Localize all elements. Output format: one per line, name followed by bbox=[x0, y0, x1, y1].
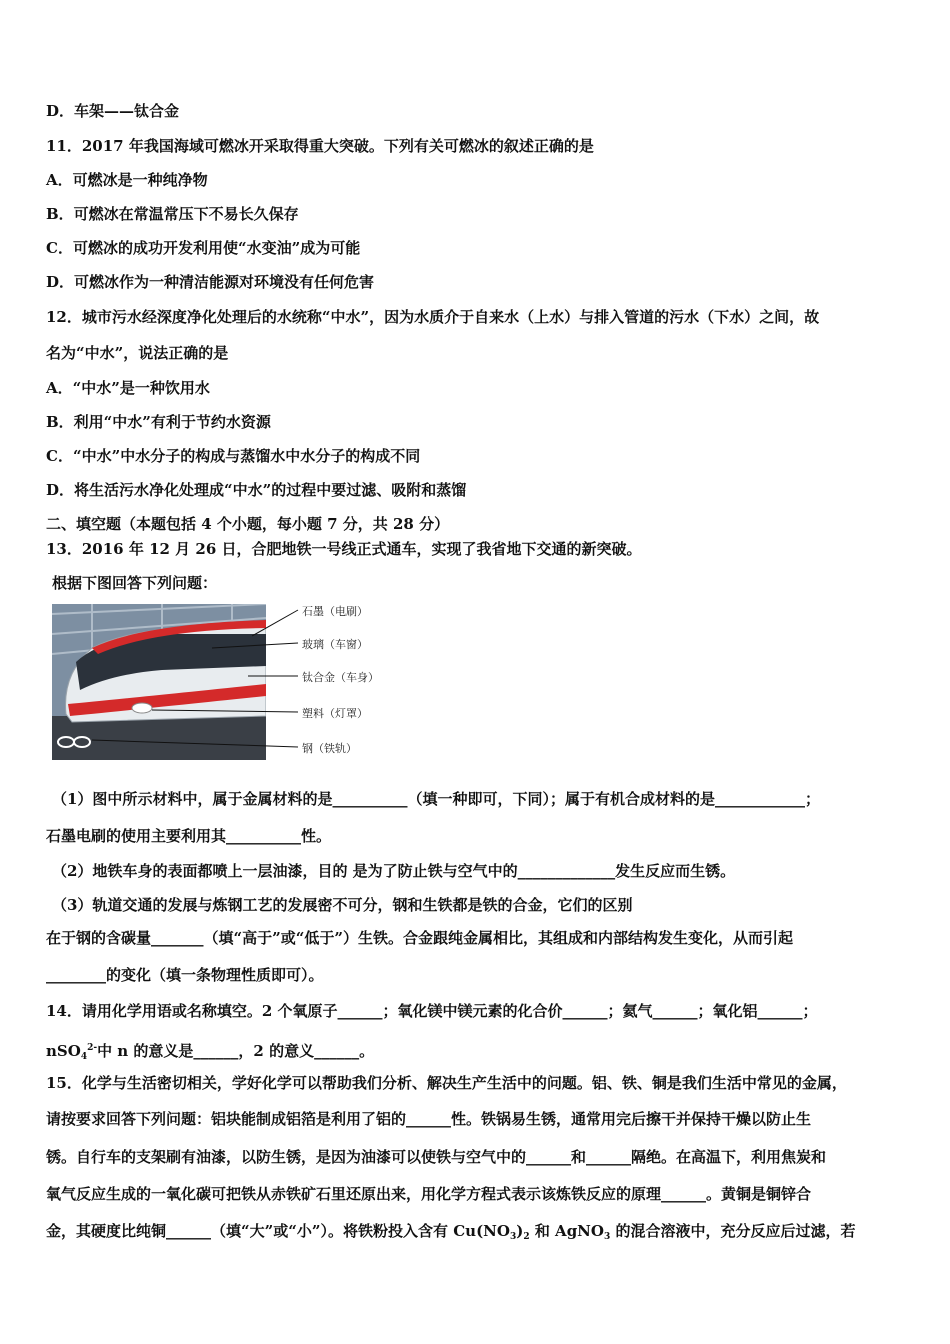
question-15-line-5-end: 的混合溶液中，充分反应后过滤，若 bbox=[610, 1222, 856, 1240]
question-13-part-3-end: ________的变化（填一条物理性质即可）。 bbox=[46, 966, 324, 984]
question-11-option-b: B．可燃冰在常温常压下不易长久保存 bbox=[46, 205, 299, 223]
question-15: 15．化学与生活密切相关，学好化学可以帮助我们分析、解决生产生活中的问题。铝、铁、铜是我们生活中常见的金属， bbox=[46, 1074, 847, 1092]
question-11: 11．2017 年我国海域可燃冰开采取得重大突破。下列有关可燃冰的叙述正确的是 bbox=[46, 137, 594, 155]
paren-close: ) bbox=[516, 1222, 524, 1240]
option-d-frame: D．车架——钛合金 bbox=[46, 102, 180, 120]
question-12-option-b: B．利用“中水”有利于节约水资源 bbox=[46, 413, 271, 431]
label-plastic: 塑料（灯罩） bbox=[302, 707, 368, 720]
question-15-line-5 bbox=[46, 1220, 910, 1248]
question-11-option-d: D．可燃冰作为一种清洁能源对环境没有任何危害 bbox=[46, 273, 375, 291]
sulfate-formula: nSO bbox=[46, 1042, 81, 1060]
section-2-heading: 二、填空题（本题包括 4 个小题，每小题 7 分，共 28 分） bbox=[46, 515, 450, 533]
label-graphite: 石墨（电刷） bbox=[302, 605, 368, 618]
label-glass: 玻璃（车窗） bbox=[302, 638, 368, 651]
question-11-option-c: C．可燃冰的成功开发利用使“水变油”成为可能 bbox=[46, 239, 361, 257]
question-14-cont bbox=[46, 1037, 910, 1068]
question-13-part-3: （3）轨道交通的发展与炼钢工艺的发展密不可分，钢和生铁都是铁的合金，它们的区别 bbox=[52, 896, 633, 914]
question-15-line-3: 锈。自行车的支架刷有油漆，以防生锈，是因为油漆可以使铁与空气中的______和______隔绝。在高温下，利用焦炭和 bbox=[46, 1148, 827, 1166]
question-13-instruction: 根据下图回答下列问题： bbox=[52, 574, 218, 592]
silver-nitrate-subscript: 3 bbox=[603, 1232, 611, 1242]
question-14-tail: 中 n 的意义是______，2 的意义______。 bbox=[97, 1042, 375, 1060]
question-13-part-1-cont: 石墨电刷的使用主要利用其__________性。 bbox=[46, 827, 332, 845]
label-titanium-alloy: 钛合金（车身） bbox=[302, 671, 379, 684]
question-11-option-a: A．可燃冰是一种纯净物 bbox=[46, 171, 208, 189]
question-12-option-a: A．“中水”是一种饮用水 bbox=[46, 379, 210, 397]
question-12: 12．城市污水经深度净化处理后的水统称“中水”，因为水质介于自来水（上水）与排入管道的污水（下水）之间，故 bbox=[46, 308, 820, 326]
question-15-line-2: 请按要求回答下列问题：铝块能制成铝箔是利用了铝的______性。铁锅易生锈，通常用完后擦干并保持干燥以防止生 bbox=[46, 1110, 812, 1128]
sulfate-subscript: 4 bbox=[80, 1052, 88, 1062]
question-14: 14．请用化学用语或名称填空。2 个氧原子______；氧化镁中镁元素的化合价______；氦气______；氧化铝______； bbox=[46, 1002, 818, 1020]
nitrate-subscript-2: 2 bbox=[523, 1232, 530, 1242]
question-15-line-4: 氧气反应生成的一氧化碳可把铁从赤铁矿石里还原出来，用化学方程式表示该炼铁反应的原理______。黄铜是铜锌合 bbox=[46, 1185, 812, 1203]
sulfate-charge: 2- bbox=[87, 1043, 98, 1053]
question-13-part-3-cont: 在于钢的含碳量_______（填“高于”或“低于”）生铁。合金跟纯金属相比，其组成和内部结构发生变化，从而引起 bbox=[46, 929, 794, 947]
silver-nitrate: 和 AgNO bbox=[529, 1222, 604, 1240]
question-13-part-1: （1）图中所示材料中，属于金属材料的是__________（填一种即可，下同）；属于有机合成材料的是____________； bbox=[52, 790, 820, 808]
question-13: 13．2016 年 12 月 26 日，合肥地铁一号线正式通车，实现了我省地下交通的新突破。 bbox=[46, 540, 642, 558]
question-12-cont: 名为“中水”，说法正确的是 bbox=[46, 344, 229, 362]
question-12-option-d: D．将生活污水净化处理成“中水”的过程中要过滤、吸附和蒸馏 bbox=[46, 481, 467, 499]
question-13-part-2: （2）地铁车身的表面都喷上一层油漆，目的 是为了防止铁与空气中的_____________发生反应而生锈。 bbox=[52, 862, 736, 880]
question-12-option-c: C．“中水”中水分子的构成与蒸馏水中水分子的构成不同 bbox=[46, 447, 421, 465]
nitrate-subscript-1: 3 bbox=[509, 1232, 517, 1242]
label-steel: 钢（铁轨） bbox=[302, 742, 357, 755]
question-15-line-5-start: 金，其硬度比纯铜______（填“大”或“小”）。将铁粉投入含有 Cu(NO bbox=[46, 1222, 510, 1240]
subway-figure bbox=[52, 600, 397, 762]
